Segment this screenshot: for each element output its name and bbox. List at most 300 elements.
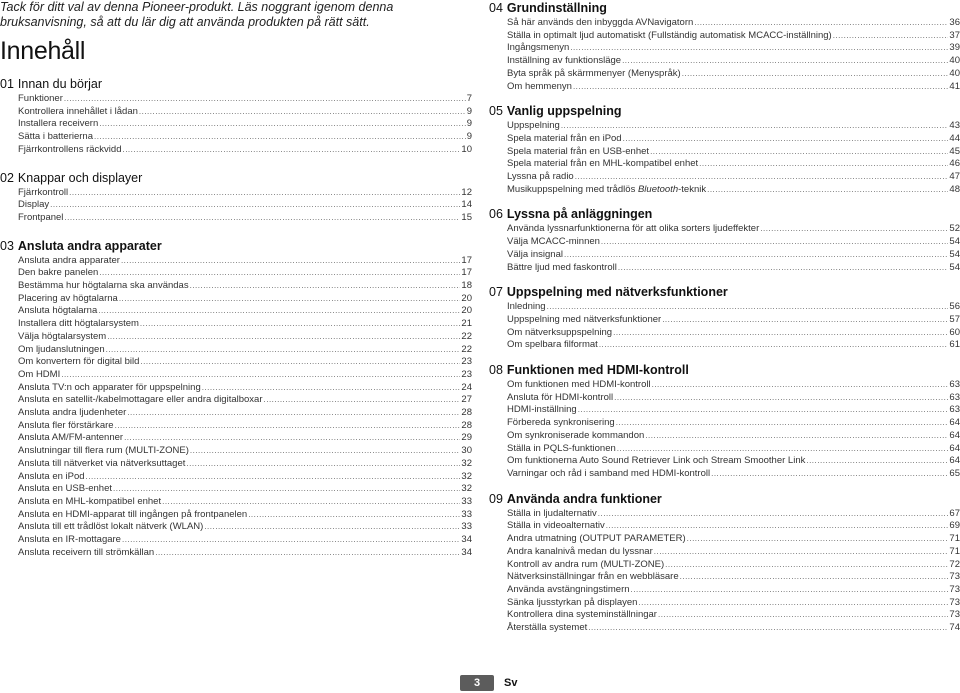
toc-entry-label: Bättre ljud med faskontroll <box>507 261 617 273</box>
toc-entry[interactable] <box>507 546 960 559</box>
toc-entry-page: 64 <box>949 442 960 454</box>
toc-entry-list <box>0 93 472 157</box>
dot-leader <box>140 318 461 331</box>
toc-entry-page: 45 <box>949 145 960 157</box>
toc-entry[interactable] <box>507 455 960 468</box>
toc-entry[interactable] <box>507 223 960 236</box>
toc-entry-page: 56 <box>949 301 960 313</box>
toc-entry-label: Ansluta till ett trådlöst lokalt nätverk (WLAN) <box>18 521 204 533</box>
dot-leader <box>598 508 949 521</box>
toc-entry[interactable] <box>507 301 960 314</box>
dot-leader <box>86 471 461 484</box>
dot-leader <box>186 458 460 471</box>
toc-entry-label: Placering av högtalarna <box>18 292 118 304</box>
toc-entry-page: 73 <box>949 571 960 583</box>
section-heading[interactable] <box>489 206 960 222</box>
dot-leader <box>601 236 949 249</box>
dot-leader <box>617 443 949 456</box>
toc-entry-page: 54 <box>949 248 960 260</box>
toc-entry-page: 9 <box>466 131 472 143</box>
toc-entry[interactable] <box>507 30 960 43</box>
toc-entry-page: 10 <box>461 143 472 155</box>
toc-entry[interactable] <box>507 609 960 622</box>
toc-entry[interactable] <box>507 158 960 171</box>
toc-entry[interactable] <box>507 17 960 30</box>
dot-leader <box>622 55 948 68</box>
toc-entry-page: 67 <box>949 507 960 519</box>
dot-leader <box>588 622 948 635</box>
toc-entry-page: 48 <box>949 183 960 195</box>
toc-entry[interactable] <box>18 356 472 369</box>
toc-entry[interactable] <box>18 483 472 496</box>
dot-leader <box>64 93 466 106</box>
toc-entry[interactable] <box>507 327 960 340</box>
section-title: Knappar och displayer <box>17 170 143 185</box>
toc-entry-label: Om ljudanslutningen <box>18 343 105 355</box>
toc-entry[interactable] <box>507 249 960 262</box>
toc-entry-page: 18 <box>461 280 472 292</box>
toc-entry[interactable] <box>507 42 960 55</box>
dot-leader <box>124 432 460 445</box>
section-number: 07 <box>489 285 503 300</box>
toc-entry-label: Om spelbara filformat <box>507 339 598 351</box>
toc-entry[interactable] <box>18 509 472 522</box>
toc-entry-label: Byta språk på skärmmenyer (Menyspråk) <box>507 67 681 79</box>
section-number: 03 <box>0 238 14 253</box>
toc-entry[interactable] <box>18 255 472 268</box>
section-title: Innan du börjar <box>17 77 102 91</box>
toc-entry-label: Använda avstängningstimern <box>507 583 630 595</box>
toc-entry-label: Sätta i batterierna <box>18 131 93 143</box>
dot-leader <box>564 249 948 262</box>
toc-entry-label: Förbereda synkronisering <box>507 417 615 429</box>
toc-entry-label: Ansluta TV:n och apparater för uppspelning <box>18 381 201 393</box>
dot-leader <box>115 420 461 433</box>
toc-entry-page: 61 <box>949 339 960 351</box>
toc-entry-page: 44 <box>949 132 960 144</box>
toc-entry-label: Fjärrkontrollens räckvidd <box>18 143 122 155</box>
section-title: Uppspelning med nätverksfunktioner <box>506 285 728 300</box>
toc-entry[interactable] <box>507 171 960 184</box>
toc-entry-label: Inledning <box>507 301 546 313</box>
dot-leader <box>204 521 460 534</box>
toc-entry-page: 28 <box>461 407 472 419</box>
dot-leader <box>575 171 949 184</box>
toc-entry[interactable] <box>507 533 960 546</box>
dot-leader <box>107 331 460 344</box>
toc-entry[interactable] <box>18 521 472 534</box>
toc-entry[interactable] <box>507 584 960 597</box>
toc-entry[interactable] <box>18 547 472 560</box>
dot-leader <box>680 571 949 584</box>
toc-entry-label: Ställa in optimalt ljud automatiskt (Fullständig automatisk MCACC-inställning) <box>507 29 832 41</box>
dot-leader <box>64 212 460 225</box>
toc-entry[interactable] <box>18 93 472 106</box>
section-heading[interactable] <box>489 103 960 119</box>
toc-section-02 <box>0 170 472 225</box>
dot-leader <box>699 158 948 171</box>
toc-entry-page: 54 <box>949 236 960 248</box>
toc-entry-label: Så här används den inbyggda AVNavigatorn <box>507 17 694 28</box>
dot-leader <box>248 509 460 522</box>
language-code: Sv <box>504 677 518 689</box>
toc-entry[interactable] <box>18 369 472 382</box>
toc-entry-page: 63 <box>949 379 960 391</box>
toc-entry-label: Ansluta en MHL-kompatibel enhet <box>18 495 162 507</box>
toc-entry-label: HDMI-inställning <box>507 404 577 416</box>
dot-leader <box>806 455 948 468</box>
toc-entry[interactable] <box>507 379 960 392</box>
toc-entry-label: Kontroll av andra rum (MULTI-ZONE) <box>507 558 665 570</box>
toc-entry[interactable] <box>507 55 960 68</box>
toc-entry[interactable] <box>18 534 472 547</box>
toc-entry-page: 34 <box>461 534 472 546</box>
toc-entry-label: Ansluta en satellit-/kabelmottagare eller andra digitalboxar <box>18 394 263 406</box>
toc-entry[interactable] <box>18 394 472 407</box>
toc-entry-label: Om funktionen med HDMI-kontroll <box>507 379 651 391</box>
section-heading[interactable] <box>489 491 960 507</box>
toc-entry-label: Ansluta AM/FM-antenner <box>18 432 124 444</box>
toc-entry[interactable] <box>507 81 960 94</box>
dot-leader <box>613 327 948 340</box>
toc-entry-label: Om nätverksuppspelning <box>507 326 613 338</box>
toc-entry-page: 64 <box>949 455 960 467</box>
toc-entry-page: 22 <box>461 330 472 342</box>
toc-entry-label: Ansluta högtalarna <box>18 305 98 317</box>
section-number: 05 <box>489 104 503 119</box>
page-footer <box>460 674 517 692</box>
section-title: Vanlig uppspelning <box>506 104 622 119</box>
dot-leader <box>616 417 949 430</box>
section-number: 08 <box>489 363 503 378</box>
section-gap <box>489 274 960 284</box>
toc-entry-page: 30 <box>461 445 472 457</box>
toc-entry[interactable] <box>507 508 960 521</box>
dot-leader <box>711 468 948 481</box>
dot-leader <box>98 305 460 318</box>
toc-entry-list <box>489 223 960 274</box>
toc-entry[interactable] <box>507 559 960 572</box>
toc-entry-label: Välja högtalarsystem <box>18 330 107 342</box>
toc-entry-page: 69 <box>949 520 960 532</box>
toc-entry-label: Spela material från en iPod <box>507 132 622 144</box>
dot-leader <box>578 404 949 417</box>
dot-leader <box>631 584 949 597</box>
toc-entry-page: 71 <box>949 533 960 545</box>
toc-entry[interactable] <box>18 144 472 157</box>
section-number: 04 <box>489 1 503 15</box>
toc-entry-page: 33 <box>461 521 472 533</box>
dot-leader <box>155 547 460 560</box>
toc-entry[interactable] <box>507 468 960 481</box>
toc-section-07 <box>489 284 960 352</box>
toc-entry-page: 23 <box>461 356 472 368</box>
section-heading[interactable] <box>0 238 472 254</box>
toc-entry[interactable] <box>18 496 472 509</box>
dot-leader <box>638 597 948 610</box>
toc-entry[interactable] <box>18 280 472 293</box>
dot-leader <box>614 392 948 405</box>
dot-leader <box>119 293 461 306</box>
toc-entry[interactable] <box>18 471 472 484</box>
toc-entry-label: Funktioner <box>18 93 63 104</box>
toc-entry-label: Ansluta receivern till strömkällan <box>18 546 155 558</box>
toc-entry[interactable] <box>507 520 960 533</box>
section-gap <box>489 196 960 206</box>
dot-leader <box>140 356 460 369</box>
toc-entry-page: 36 <box>949 17 960 28</box>
toc-entry-page: 63 <box>949 404 960 416</box>
toc-entry-list <box>489 120 960 196</box>
toc-entry-page: 73 <box>949 583 960 595</box>
dot-leader <box>561 120 949 133</box>
dot-leader <box>658 609 948 622</box>
toc-entry-page: 17 <box>461 267 472 279</box>
section-gap <box>0 157 472 170</box>
toc-entry[interactable] <box>18 458 472 471</box>
right-sections <box>489 0 960 635</box>
toc-entry-label: Om konvertern för digital bild <box>18 356 140 368</box>
toc-entry-label: Uppspelning <box>507 120 560 132</box>
toc-section-03 <box>0 238 472 560</box>
toc-entry[interactable] <box>507 68 960 81</box>
toc-entry[interactable] <box>18 118 472 131</box>
toc-entry-page: 9 <box>466 118 472 130</box>
section-heading[interactable] <box>489 0 960 16</box>
toc-entry-page: 64 <box>949 429 960 441</box>
toc-section-06 <box>489 206 960 274</box>
dot-leader <box>106 344 461 357</box>
toc-entry-page: 9 <box>466 105 472 117</box>
section-heading[interactable] <box>0 170 472 186</box>
toc-entry[interactable] <box>18 106 472 119</box>
toc-entry-page: 40 <box>949 67 960 79</box>
toc-entry-label: Spela material från en USB-enhet <box>507 145 650 157</box>
intro-text: Tack för ditt val av denna Pioneer-produkt. Läs noggrant igenom denna bruksanvisning, så att du lär dig att använda produkten på rätt sätt. <box>0 0 394 29</box>
toc-entry-label: Återställa systemet <box>507 622 588 634</box>
toc-entry-page: 64 <box>949 417 960 429</box>
toc-section-09 <box>489 491 960 635</box>
toc-entry[interactable] <box>18 293 472 306</box>
toc-entry-label: Inställning av funktionsläge <box>507 55 622 67</box>
toc-entry[interactable] <box>507 262 960 275</box>
toc-entry-page: 27 <box>461 394 472 406</box>
toc-entry[interactable] <box>18 199 472 212</box>
toc-entry-list <box>489 17 960 93</box>
dot-leader <box>662 314 948 327</box>
toc-entry-label: Ställa in ljudalternativ <box>507 507 597 519</box>
toc-entry-page: 63 <box>949 391 960 403</box>
toc-entry-label: Uppspelning med nätverksfunktioner <box>507 313 662 325</box>
section-gap <box>489 481 960 491</box>
dot-leader <box>122 144 460 157</box>
toc-entry[interactable] <box>18 187 472 200</box>
dot-leader <box>113 483 460 496</box>
toc-entry[interactable] <box>507 133 960 146</box>
dot-leader <box>645 430 948 443</box>
dot-leader <box>50 199 460 212</box>
section-gap <box>0 225 472 238</box>
toc-entry-page: 39 <box>949 42 960 54</box>
toc-entry-label: Ansluta andra ljudenheter <box>18 407 127 419</box>
right-column <box>489 0 960 635</box>
toc-entry[interactable] <box>507 184 960 197</box>
left-sections <box>0 76 472 560</box>
toc-entry-label: Välja insignal <box>507 248 563 260</box>
toc-entry[interactable] <box>507 571 960 584</box>
toc-entry-page: 12 <box>461 186 472 198</box>
toc-entry[interactable] <box>18 267 472 280</box>
toc-entry-label: Ansluta en HDMI-apparat till ingången på frontpanelen <box>18 508 248 520</box>
dot-leader <box>618 262 949 275</box>
toc-entry-page: 32 <box>461 483 472 495</box>
dot-leader <box>682 68 949 81</box>
toc-entry-label: Installera ditt högtalarsystem <box>18 318 139 330</box>
toc-entry[interactable] <box>18 432 472 445</box>
toc-entry-page: 24 <box>461 381 472 393</box>
toc-entry-list <box>0 187 472 225</box>
toc-entry-label: Bestämma hur högtalarna ska användas <box>18 280 189 292</box>
toc-entry[interactable] <box>18 318 472 331</box>
toc-entry-label: Fjärrkontroll <box>18 186 69 198</box>
dot-leader <box>760 223 948 236</box>
dot-leader <box>94 131 466 144</box>
toc-entry-label: Ställa in videoalternativ <box>507 520 605 532</box>
toc-entry[interactable] <box>507 339 960 352</box>
toc-entry-page: 29 <box>461 432 472 444</box>
toc-entry-page: 57 <box>949 313 960 325</box>
dot-leader <box>139 106 466 119</box>
toc-entry-label: Sänka ljusstyrkan på displayen <box>507 596 638 608</box>
toc-entry-label: Andra kanalnivå medan du lyssnar <box>507 545 653 557</box>
toc-entry-label: Ansluta en USB-enhet <box>18 483 113 495</box>
toc-entry-label: Ansluta till nätverket via nätverksuttaget <box>18 457 186 469</box>
section-gap <box>489 352 960 362</box>
toc-entry-label: Lyssna på radio <box>507 171 574 183</box>
toc-entry-page: 71 <box>949 545 960 557</box>
toc-entry-label: Ställa in PQLS-funktionen <box>507 442 616 454</box>
toc-entry[interactable] <box>507 236 960 249</box>
toc-entry[interactable] <box>18 212 472 225</box>
toc-entry-page: 22 <box>461 343 472 355</box>
toc-entry[interactable] <box>18 420 472 433</box>
dot-leader <box>687 533 949 546</box>
section-title: Funktionen med HDMI-kontroll <box>506 363 689 378</box>
toc-entry-page: 14 <box>461 199 472 211</box>
dot-leader <box>833 30 949 43</box>
toc-entry-page: 73 <box>949 596 960 608</box>
toc-entry-label: Ansluta fler förstärkare <box>18 419 114 431</box>
section-number: 06 <box>489 207 503 222</box>
section-heading[interactable] <box>0 76 472 92</box>
toc-entry[interactable] <box>18 344 472 357</box>
toc-entry-label: Den bakre panelen <box>18 267 99 279</box>
toc-section-08 <box>489 362 960 481</box>
toc-entry[interactable] <box>507 146 960 159</box>
toc-entry-page: 60 <box>949 326 960 338</box>
dot-leader <box>264 394 461 407</box>
toc-entry-page: 21 <box>461 318 472 330</box>
toc-entry-label: Spela material från en MHL-kompatibel enhet <box>507 158 699 170</box>
toc-section-01 <box>0 76 472 157</box>
dot-leader <box>122 534 460 547</box>
toc-entry-page: 41 <box>949 80 960 92</box>
toc-entry-label: Ansluta för HDMI-kontroll <box>507 391 614 403</box>
dot-leader <box>69 187 460 200</box>
section-gap <box>489 93 960 103</box>
toc-entry[interactable] <box>507 597 960 610</box>
toc-entry[interactable] <box>18 407 472 420</box>
toc-entry[interactable] <box>507 314 960 327</box>
toc-entry-label: Ansluta en IR-mottagare <box>18 534 121 546</box>
toc-entry-page: 72 <box>949 558 960 570</box>
toc-entry-page: 33 <box>461 495 472 507</box>
toc-entry-page: 15 <box>461 211 472 223</box>
section-title: Lyssna på anläggningen <box>506 207 653 222</box>
section-heading[interactable] <box>489 362 960 378</box>
dot-leader <box>599 339 949 352</box>
toc-entry-label: Installera receivern <box>18 118 99 130</box>
toc-entry-page: 7 <box>466 93 472 104</box>
toc-entry[interactable] <box>507 404 960 417</box>
toc-entry-page: 47 <box>949 171 960 183</box>
dot-leader <box>606 520 949 533</box>
toc-entry[interactable] <box>507 622 960 635</box>
toc-entry-list <box>489 301 960 352</box>
toc-entry-label: Nätverksinställningar från en webbläsare <box>507 571 679 583</box>
dot-leader <box>652 379 949 392</box>
dot-leader <box>127 407 460 420</box>
toc-entry[interactable] <box>18 331 472 344</box>
toc-entry[interactable] <box>18 445 472 458</box>
toc-entry-page: 20 <box>461 292 472 304</box>
toc-entry[interactable] <box>18 131 472 144</box>
toc-section-05 <box>489 103 960 196</box>
dot-leader <box>694 17 948 30</box>
toc-entry[interactable] <box>18 305 472 318</box>
section-title: Ansluta andra apparater <box>17 238 162 253</box>
toc-entry[interactable] <box>507 430 960 443</box>
section-title: Använda andra funktioner <box>506 491 662 506</box>
toc-entry-list <box>489 508 960 635</box>
dot-leader <box>190 280 461 293</box>
dot-leader <box>190 445 461 458</box>
toc-entry[interactable] <box>507 417 960 430</box>
toc-entry-page: 52 <box>949 223 960 235</box>
toc-entry[interactable] <box>18 382 472 395</box>
toc-entry-label: Kontrollera dina systeminställningar <box>507 609 657 621</box>
dot-leader <box>650 146 948 159</box>
toc-entry[interactable] <box>507 443 960 456</box>
toc-entry-label: Anslutningar till flera rum (MULTI-ZONE) <box>18 445 189 457</box>
section-heading[interactable] <box>489 284 960 300</box>
toc-entry[interactable] <box>507 120 960 133</box>
toc-entry-label: Display <box>18 199 50 211</box>
toc-entry-page: 74 <box>949 622 960 634</box>
toc-entry-page: 20 <box>461 305 472 317</box>
dot-leader <box>665 559 948 572</box>
toc-entry-label: Om hemmenyn <box>507 80 572 92</box>
toc-entry-list <box>0 255 472 560</box>
toc-entry[interactable] <box>507 392 960 405</box>
toc-entry-page: 65 <box>949 467 960 479</box>
toc-entry-label: Använda lyssnarfunktionerna för att olika sorters ljudeffekter <box>507 223 760 235</box>
dot-leader <box>99 118 465 131</box>
section-number: 01 <box>0 77 14 91</box>
toc-entry-label: Musikuppspelning med trådlös Bluetooth-teknik <box>507 183 707 195</box>
toc-entry-label: Varningar och råd i samband med HDMI-kontroll <box>507 467 711 479</box>
toc-entry-page: 54 <box>949 261 960 273</box>
